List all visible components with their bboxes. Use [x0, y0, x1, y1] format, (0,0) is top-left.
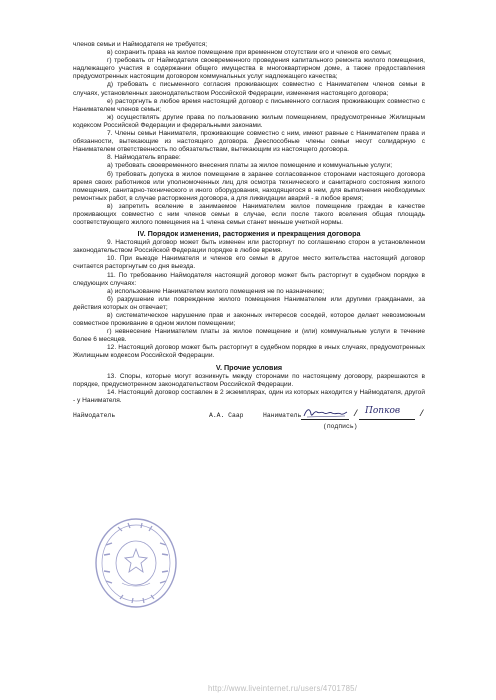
watermark-url: http://www.liveinternet.ru/users/4701785/ [208, 684, 358, 693]
handwritten-signature-icon [301, 406, 349, 420]
slash-separator: / [353, 408, 359, 419]
section-title: IV. Порядок изменения, расторжения и прекращения договора [137, 229, 361, 239]
section-title: V. Прочие условия [215, 362, 283, 372]
landlord-label: Наймодатель [73, 411, 116, 419]
paragraph: а) использование Нанимателем жилого помещения не по назначению; [107, 287, 325, 295]
paragraph: г) требовать от Наймодателя своевременного проведения капитального ремонта жилого помещения, надлежащего участия в содержании общего имущества в многоквартирном доме, а также предоставления предусмотренных настоящим договором коммунальных услуг надлежащего качества; [73, 57, 425, 81]
paragraph: в) сохранить права на жилое помещение при временном отсутствии его и членов его семьи; [107, 49, 392, 57]
paragraph: б) требовать допуска в жилое помещение в заранее согласованное сторонами настоящего договора время своих работников или уполномоченных лиц для осмотра технического и санитарного состояния жилого помещения, санитарно-технического и иного оборудования, находящегося в нем, для выполнения необходимых ремонтных работ, в случае расторжения договора, а для ликвидации аварий - в любое время; [73, 170, 425, 202]
paragraph: а) требовать своевременного внесения платы за жилое помещение и коммунальные услуги; [107, 162, 393, 170]
tenant-label: Наниматель [263, 411, 302, 419]
paragraph: в) систематическое нарушение прав и законных интересов соседей, которое делает невозможным совместное проживание в одном жилом помещении; [73, 312, 425, 328]
paragraph: д) требовать с письменного согласия проживающих совместно с Нанимателем членов семьи в случаях, установленных законодательством Российской Федерации, изменения настоящего договора; [73, 81, 425, 97]
paragraph: 14. Настоящий договор составлен в 2 экземплярах, один из которых находится у Наймодателя, другой - у Нанимателя. [73, 388, 425, 404]
paragraph: членов семьи и Наймодателя не требуется; [73, 41, 208, 48]
signature-line [301, 419, 349, 420]
paragraph: 12. Настоящий договор может быть расторгнут в судебном порядке в иных случаях, предусмотренных Жилищным кодексом Российской Федерации. [73, 344, 425, 360]
paragraph: 13. Споры, которые могут возникнуть между сторонами по настоящему договору, разрешаются в порядке, предусмотренном законодательством Российской Федерации. [73, 372, 425, 388]
slash-separator: / [419, 408, 425, 419]
landlord-name: А.А. Саар [209, 411, 244, 419]
contract-page [73, 41, 425, 430]
paragraph: 10. При выезде Нанимателя и членов его семьи в другое место жительства настоящий договор считается расторгнутым со дня выезда. [73, 255, 425, 271]
paragraph: в) запретить вселение в занимаемое Нанимателем жилое помещение граждан в качестве проживающих совместно с ним членов семьи в случае, если после такого вселения общая площадь соответствующего жилого помещения на 1 члена семьи станет меньше учетной нормы. [73, 202, 425, 227]
paragraph: г) невнесение Нанимателем платы за жилое помещение и (или) коммунальные услуги в течение более 6 месяцев. [73, 328, 425, 344]
paragraph: 8. Наймодатель вправе: [107, 154, 181, 162]
signature-caption: (подпись) [323, 422, 358, 430]
paragraph: е) расторгнуть в любое время настоящий договор с письменного согласия проживающих совместно с Нанимателем членов семьи; [73, 97, 425, 113]
paragraph: 7. Члены семьи Нанимателя, проживающие совместно с ним, имеют равные с Нанимателем права и обязанности, вытекающие из настоящего договора. Дееспособные члены семьи несут солидарную с Нанимателем ответственность по обязательствам, вытекающим из настоящего договора. [73, 130, 425, 154]
paragraph: 9. Настоящий договор может быть изменен или расторгнут по соглашению сторон в установленном законодательством Российской Федерации порядке в любое время. [73, 239, 425, 255]
paragraph: 11. По требованию Наймодателя настоящий договор может быть расторгнут в судебном порядке в следующих случаях: [73, 271, 425, 287]
official-seal-icon [92, 515, 180, 611]
signature-block [73, 405, 425, 430]
signature-line [359, 419, 415, 420]
paragraph: ж) осуществлять другие права по пользованию жилым помещением, предусмотренные Жилищным кодексом Российской Федерации и федеральными законами. [73, 113, 425, 129]
tenant-handwritten-name: Попков [365, 405, 401, 416]
paragraph: б) разрушение или повреждение жилого помещения Нанимателем или другими гражданами, за действия которых он отвечает; [73, 295, 425, 311]
